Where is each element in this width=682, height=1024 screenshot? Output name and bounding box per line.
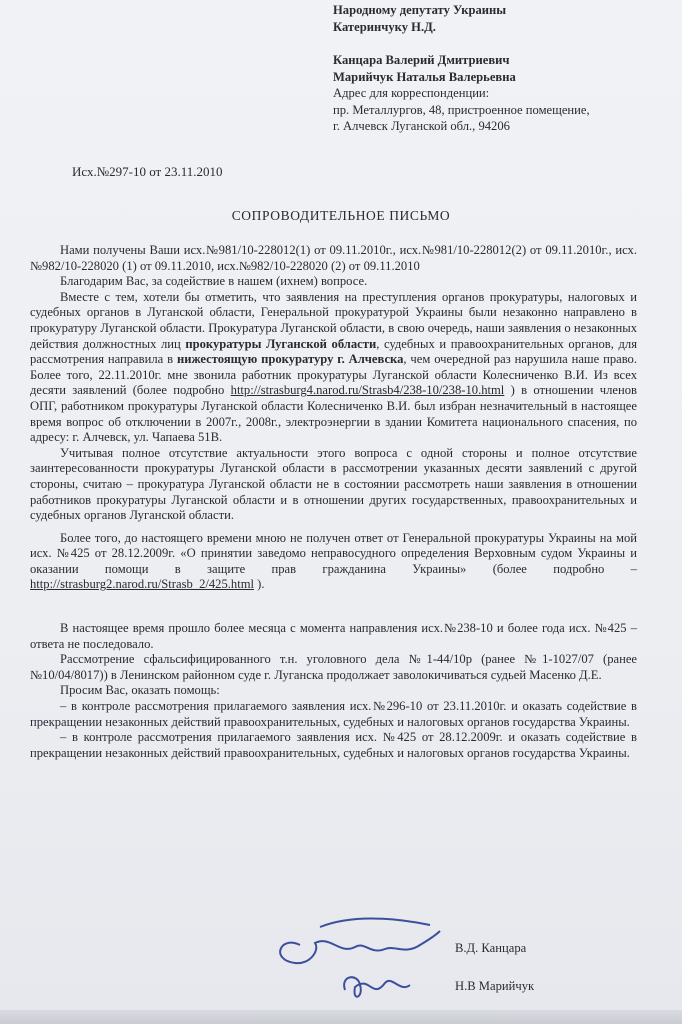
paragraph-request-item-1: – в контроле рассмотрения прилагаемого заявления исх.№296-10 от 23.11.2010г. и оказать содействие в прекращении незаконных действий правоохранительных, судебных и налоговых органов государства Украины.: [30, 699, 637, 729]
link-strasburg2[interactable]: http://strasburg2.narod.ru/Strasb_2/425.html: [30, 577, 254, 592]
paragraph-complaint: Вместе с тем, хотели бы отметить, что заявления на преступления органов прокуратуры, налоговых и судебных органов в Луганской области, Генеральной прокуратурой Украины были незаконно направлено в прокуратуру Луганской области. Прокуратура Луганской области, в свою очередь, наши заявления о незаконных действия должностных лиц прокуратуры Луганской области, судебных и правоохранительных органов, для рассмотрения направила в нижестоящую прокуратуру г. Алчевска, чем очередной раз нарушила наше право. Более того, 22.11.2010г. мне звонила работник прокуратуры Луганской области Колесниченко В.И. Из всех десяти заявлений (более подробно http://strasburg4.narod.ru/Strasb4/238-10/238-10.html ) в отношении членов ОПГ, работником прокуратуры Луганской области Колесниченко В.И. был избран незначительный в настоящее время вопрос об отключении в 2007г., 2008г., электроэнергии в здании Комитета национального спасения, по адресу: г. Алчевск, ул. Чапаева 51В.: [30, 289, 638, 445]
handwritten-signatures: [260, 905, 450, 1015]
address-label: Адрес для корреспонденции:: [333, 86, 490, 100]
recipient-title: Народному депутату Украины: [333, 3, 507, 17]
signer-name-2: Н.В Марийчук: [455, 979, 535, 993]
paragraph-month-passed: В настоящее время прошло более месяца с момента направления исх.№238-10 и более года исх. №425 – ответа не последовало.: [30, 621, 637, 651]
address-line-2: г. Алчевск Луганской обл., 94206: [333, 119, 510, 133]
paragraph-request: Просим Вас, оказать помощь:: [60, 683, 220, 698]
document-title: СОПРОВОДИТЕЛЬНОЕ ПИСЬМО: [231, 208, 451, 223]
address-line-1: пр. Металлургов, 48, пристроенное помещение,: [333, 102, 590, 117]
sender-name-2: Марийчук Наталья Валерьевна: [333, 69, 516, 84]
paragraph-criminal-case: Рассмотрение сфальсифицированного т.н. уголовного дела №1-44/10р (ранее №1-1027/07 (ранее №10/04/8017)) в Ленинском районном суде г. Луганска продолжает заволокичиваться судьей Масенко Д.Е.: [30, 652, 637, 682]
addressee-block: [333, 2, 590, 135]
letter-body: [30, 243, 637, 761]
paragraph-no-answer: Более того, до настоящего времени мною не получен ответ от Генеральной прокуратуры Украины на мой исх. №425 от 28.12.2009г. «О принятии заведомо неправосудного определения Верховным судом Украины и оказании помощи в защите прав гражданина Украины» (более подробно – http://strasburg2.narod.ru/Strasb_2/425.html ).: [30, 530, 637, 592]
page-bottom-edge: [0, 1010, 682, 1024]
bold-lower-prosecutor: нижестоящую прокуратуру г. Алчевска: [176, 352, 404, 367]
sender-name-1: Канцара Валерий Дмитриевич: [333, 53, 510, 67]
link-strasburg4[interactable]: http://strasburg4.narod.ru/Strasb4/238-10/238-10.html: [230, 383, 505, 398]
signature-mariychuk: [344, 977, 410, 997]
paragraph-relevance: Учитывая полное отсутствие актуальности этого вопроса с одной стороны и полное отсутствие заинтересованности прокуратуры Луганской области в рассмотрении указанных десяти заявлений с другой стороны, считаю – прокуратура Луганской области не в состоянии рассмотреть наши заявления в отношении работников прокуратуры Луганской области и в отношении других государственных, правоохранительных и судебных органов Луганской области.: [30, 445, 637, 523]
paragraph-received: Нами получены Ваши исх.№981/10-228012(1) от 09.11.2010г., исх.№981/10-228012(2) от 09.11.2010г., исх.№982/10-228020 (1) от 09.11.2010, исх.№982/10-228020 (2) от 09.11.2010: [30, 243, 637, 273]
paragraph-request-item-2: – в контроле рассмотрения прилагаемого заявления исх. №425 от 28.12.2009г. и оказать содействие в прекращении незаконных действий правоохранительных, судебных и налоговых органов государства Украины.: [30, 730, 637, 760]
outgoing-reference: Исх.№297-10 от 23.11.2010: [72, 164, 223, 179]
recipient-name: Катеринчуку Н.Д.: [333, 19, 436, 34]
bold-prosecutor-office: прокуратуры Луганской области: [185, 336, 377, 351]
signature-kantsara: [280, 919, 440, 964]
paragraph-thanks: Благодарим Вас, за содействие в нашем (ихнем) вопросе.: [60, 274, 368, 289]
signer-name-1: В.Д. Канцара: [455, 941, 527, 955]
